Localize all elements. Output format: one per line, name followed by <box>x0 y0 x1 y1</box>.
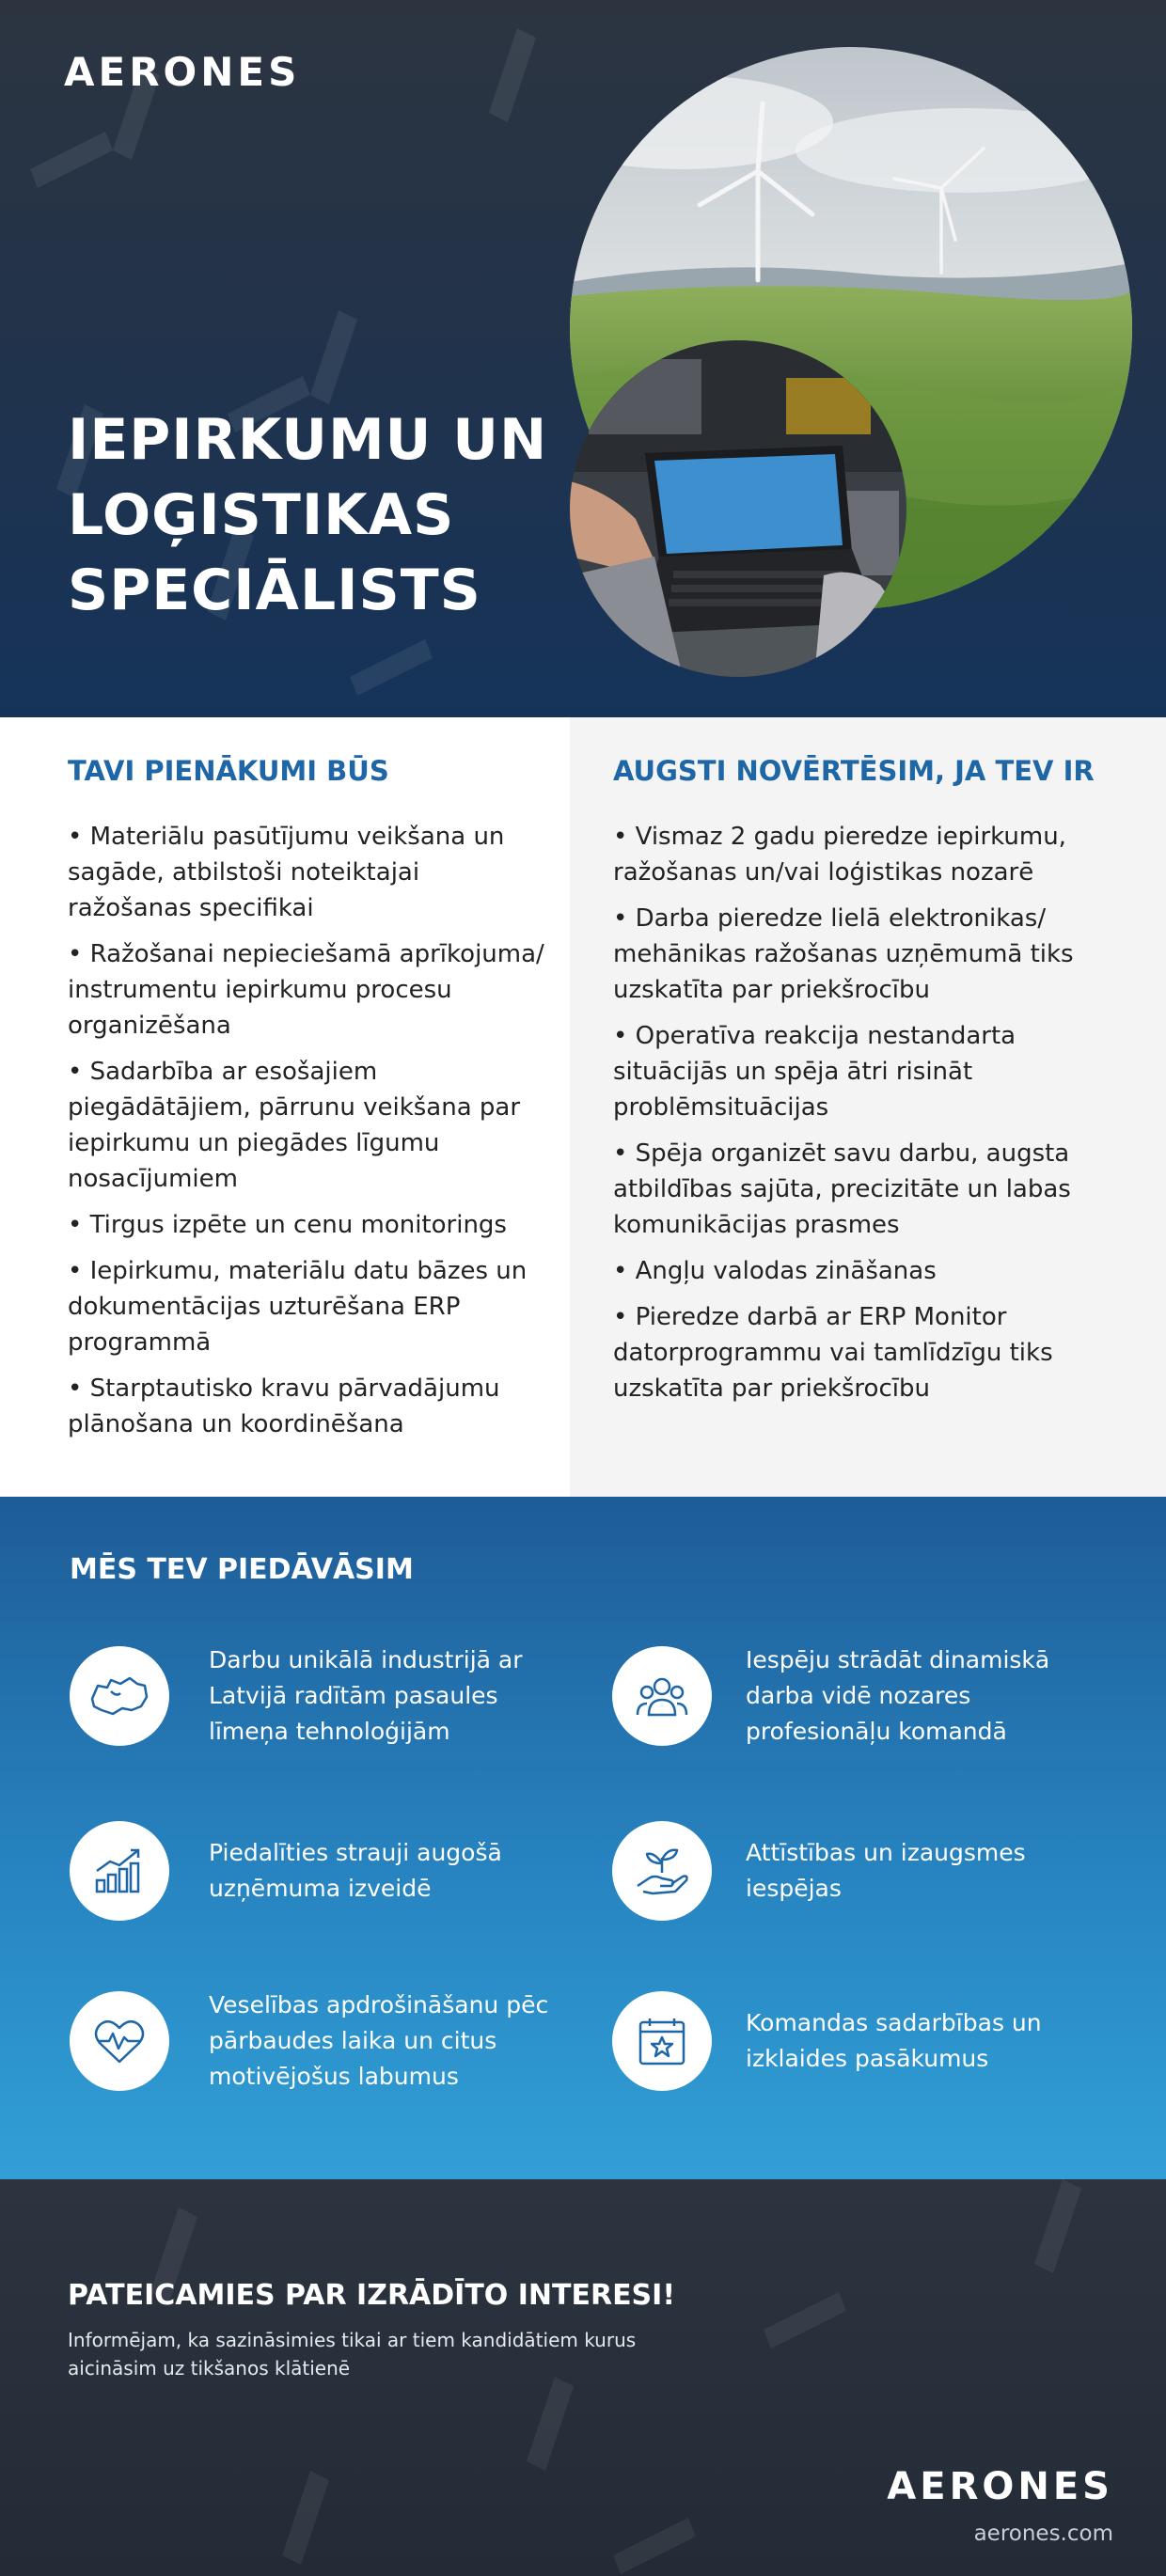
list-item: • Angļu valodas zināšanas <box>613 1257 937 1285</box>
aerones-logo: AERONES <box>64 49 301 95</box>
growth-chart-icon <box>70 1821 169 1921</box>
requirements-column <box>570 717 1166 1497</box>
benefit-text: Komandas sadarbības un izklaides pasākumus <box>746 2009 1042 2072</box>
duties-list <box>68 819 547 1453</box>
footer-section <box>0 2179 1166 2576</box>
requirements-heading: AUGSTI NOVĒRTĒSIM, JA TEV IR <box>613 755 1095 787</box>
hand-plant-icon <box>612 1821 712 1921</box>
list-item: • Iepirkumu, materiālu datu bāzes un dokumentācijas uzturēšana ERP programmā <box>68 1257 528 1357</box>
website-link[interactable]: aerones.com <box>973 2521 1113 2546</box>
calendar-star-icon <box>612 1991 712 2091</box>
benefit-item <box>70 1821 596 1924</box>
thank-you-heading: PATEICAMIES PAR IZRĀDĪTO INTERESI! <box>68 2279 676 2312</box>
list-item: • Materiālu pasūtījumu veikšana un sagāde, atbilstoši noteiktajai ražošanas specifikai <box>68 823 505 922</box>
list-item: • Sadarbība ar esošajiem piegādātājiem, pārrunu veikšana par iepirkumu un piegādes līgumu nosacījumiem <box>68 1058 521 1193</box>
title-line-1: IEPIRKUMU UN <box>68 407 548 473</box>
benefit-item <box>612 1991 1139 2095</box>
benefit-item <box>612 1646 1139 1750</box>
requirements-list <box>613 819 1102 1417</box>
benefit-text: Veselības apdrošināšanu pēc pārbaudes laika un citus motivējošus labumus <box>209 1991 549 2090</box>
benefit-item <box>70 1646 596 1750</box>
benefit-text: Iespēju strādāt dinamiskā darba vidē nozares profesionāļu komandā <box>746 1646 1050 1745</box>
team-icon <box>612 1646 712 1746</box>
benefits-heading: MĒS TEV PIEDĀVĀSIM <box>70 1553 414 1586</box>
hero-section <box>0 0 1166 717</box>
list-item: • Tirgus izpēte un cenu monitorings <box>68 1211 507 1239</box>
title-line-3: SPECIĀLISTS <box>68 558 481 623</box>
benefit-item <box>70 1991 596 2095</box>
benefit-text: Piedalīties strauji augošā uzņēmuma izveidē <box>209 1839 502 1902</box>
title-line-2: LOĢISTIKAS <box>68 482 455 548</box>
list-item: • Darba pieredze lielā elektronikas/ mehānikas ražošanas uzņēmumā tiks uzskatīta par priekšrocību <box>613 904 1074 1004</box>
benefit-item <box>612 1821 1139 1924</box>
list-item: • Pieredze darbā ar ERP Monitor datorprogrammu vai tamlīdzīgu tiks uzskatīta par priekšrocību <box>613 1303 1053 1403</box>
page-title <box>68 402 547 628</box>
benefit-text: Darbu unikālā industrijā ar Latvijā radītām pasaules līmeņa tehnoloģijām <box>209 1646 523 1745</box>
list-item: • Ražošanai nepieciešamā aprīkojuma/ instrumentu iepirkumu procesu organizēšana <box>68 940 544 1040</box>
job-details-section <box>0 717 1166 1497</box>
heart-pulse-icon <box>70 1991 169 2091</box>
list-item: • Operatīva reakcija nestandarta situācijās un spēja ātri risināt problēmsituācijas <box>613 1022 1016 1122</box>
list-item: • Vismaz 2 gadu pieredze iepirkumu, ražošanas un/vai loģistikas nozarē <box>613 823 1066 887</box>
list-item: • Spēja organizēt savu darbu, augsta atbildības sajūta, precizitāte un labas komunikācijas prasmes <box>613 1139 1071 1239</box>
list-item: • Starptautisko kravu pārvadājumu plānošana un koordinēšana <box>68 1374 500 1438</box>
duties-heading: TAVI PIENĀKUMI BŪS <box>68 755 389 787</box>
benefit-text: Attīstības un izaugsmes iespējas <box>746 1839 1026 1902</box>
latvia-map-icon <box>70 1646 169 1746</box>
duties-column <box>0 717 570 1497</box>
contact-notice: Informējam, ka sazināsimies tikai ar tiem kandidātiem kurus aicināsim uz tikšanos klātienē <box>68 2329 637 2380</box>
benefits-section <box>0 1497 1166 2179</box>
aerones-logo: AERONES <box>887 2465 1113 2508</box>
laptop-production-photo <box>570 340 906 677</box>
